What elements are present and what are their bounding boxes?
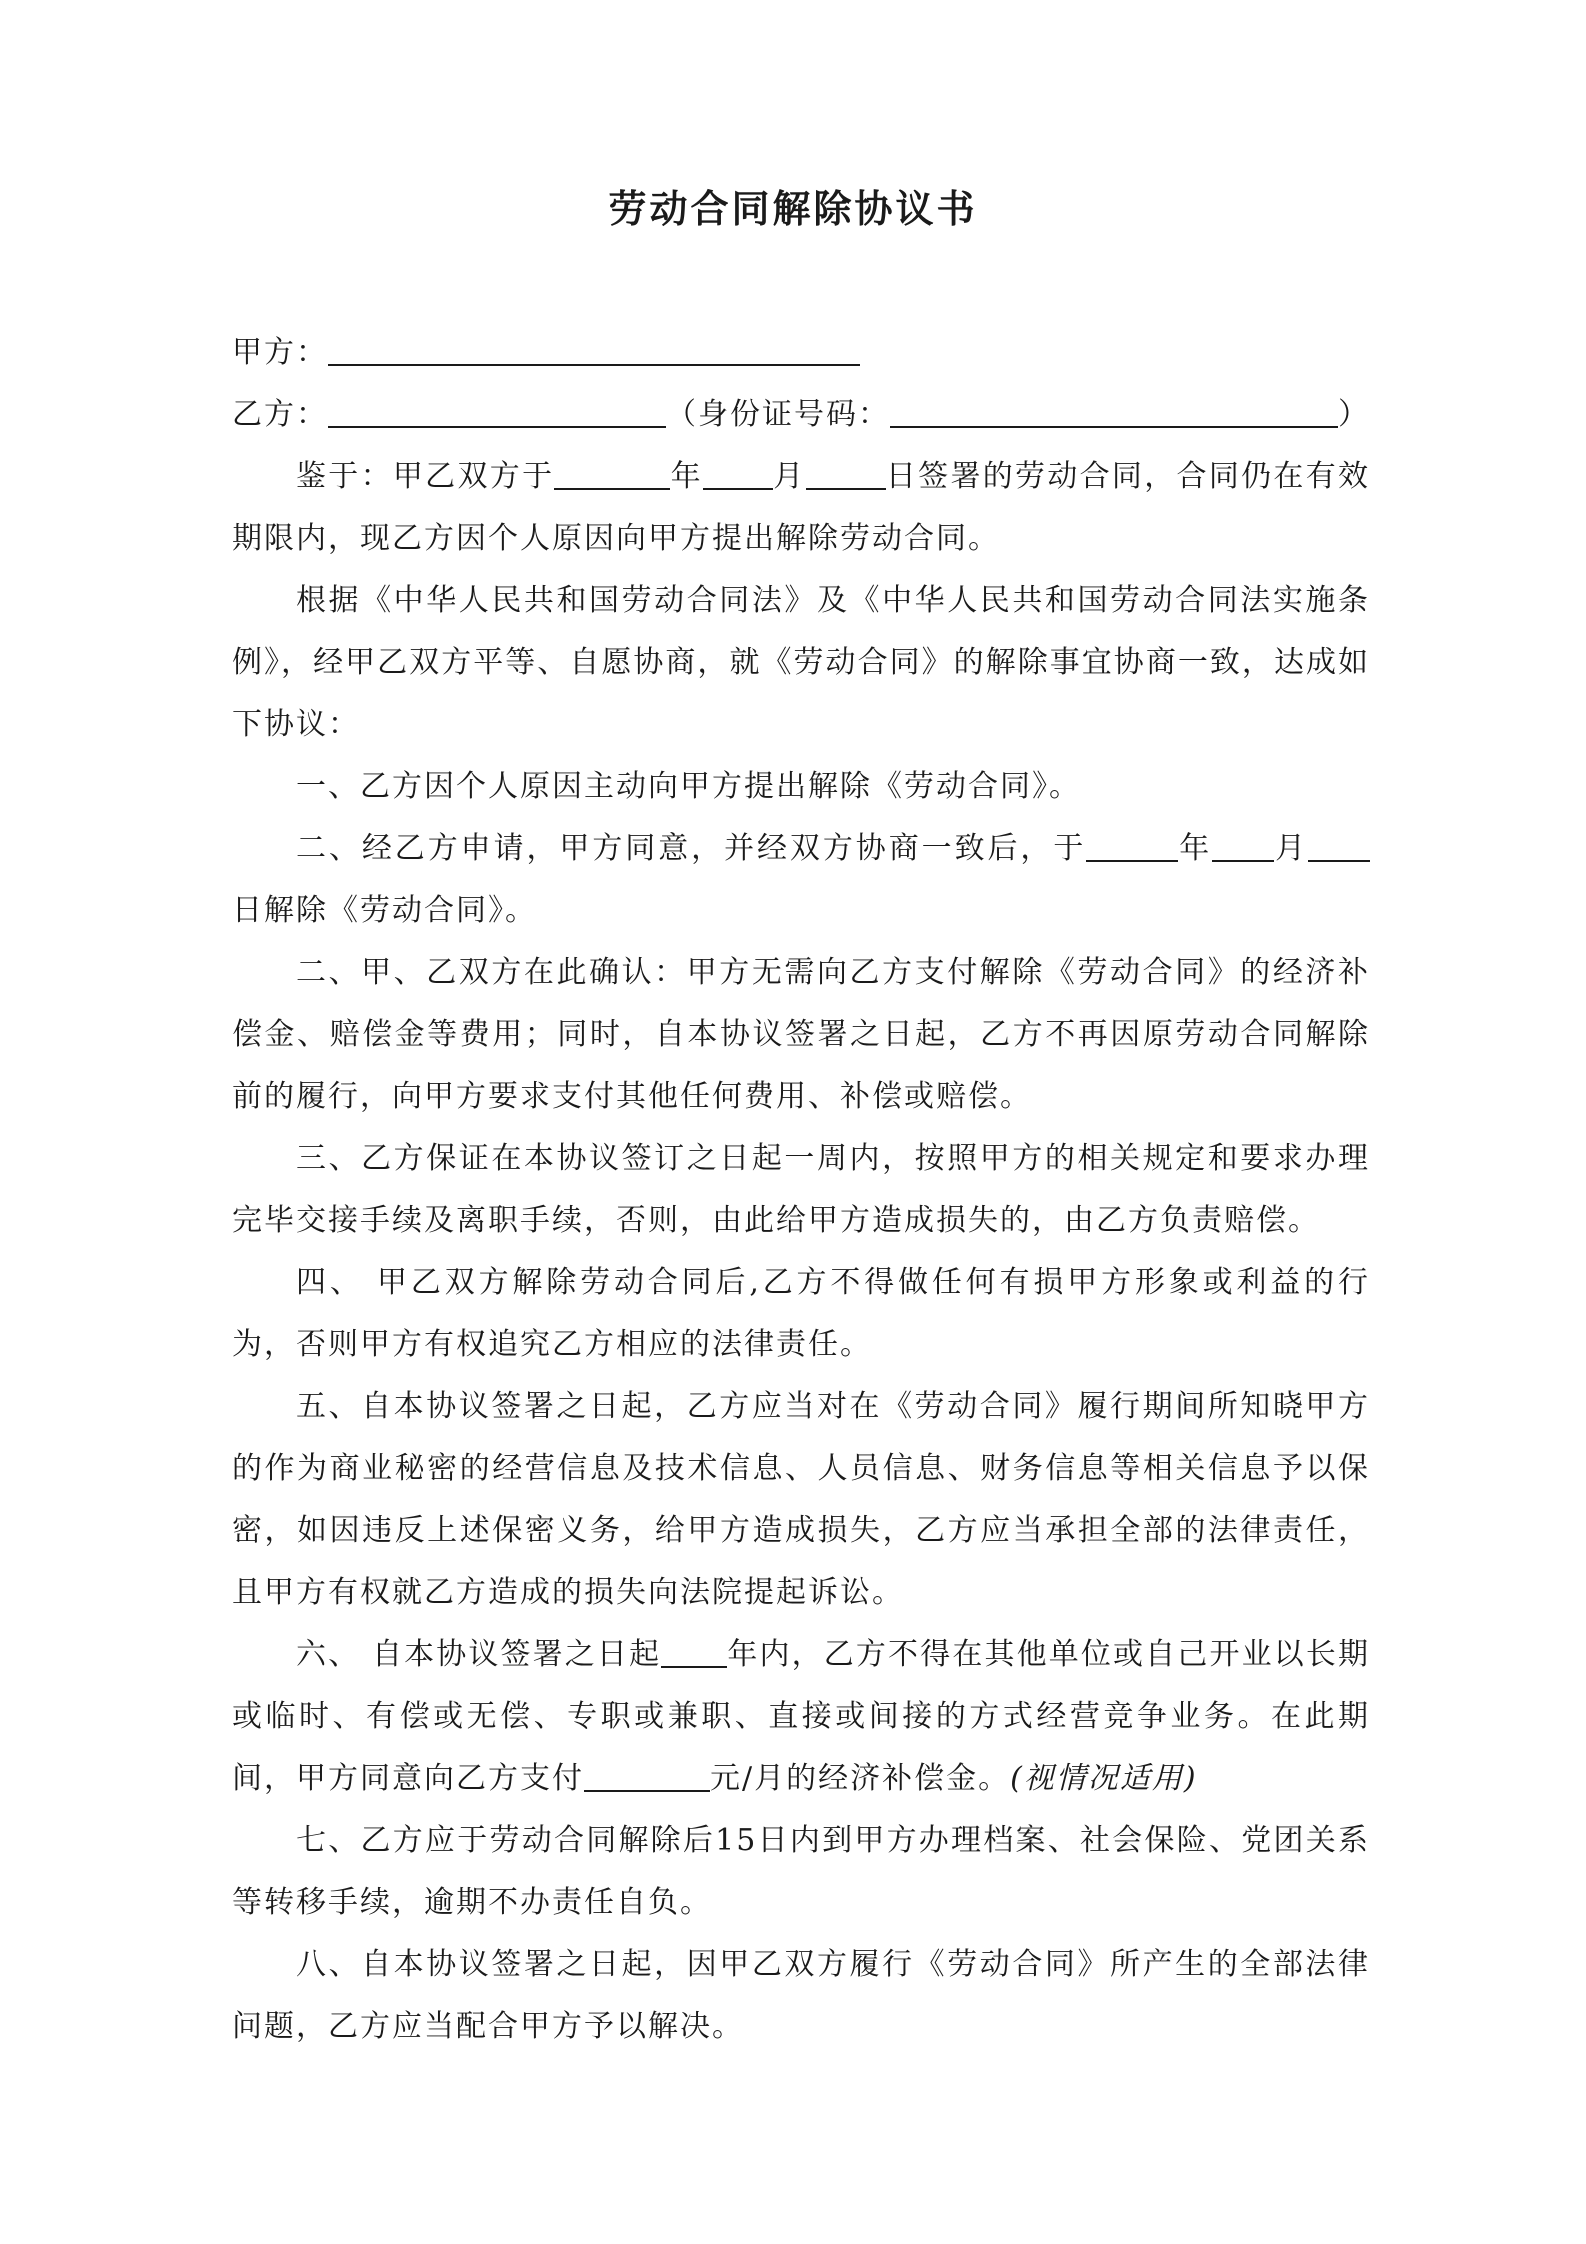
clause-2	[232, 818, 1370, 942]
termination-month-unit: 月	[1274, 831, 1309, 866]
party-b-label: 乙方：	[232, 397, 328, 432]
recital-text-b: 日签署的劳动合同，合同仍在有效期限内，现乙方因个人原因向甲方提出解除劳动合同。	[232, 459, 1371, 556]
party-a-label: 甲方：	[232, 335, 328, 370]
clause-1: 一、乙方因个人原因主动向甲方提出解除《劳动合同》。	[296, 769, 1081, 804]
document-body	[232, 322, 1370, 2058]
sign-year-unit: 年	[670, 459, 703, 494]
compensation-amount-blank[interactable]	[584, 1752, 710, 1792]
sign-month-blank[interactable]	[703, 450, 773, 490]
clause-7-text-b: 年内，乙方不得在其他单位或自己开业以长期或临时、有偿或无偿、专职或兼职、直接或间接的方式经营竞争业务。在此期间，甲方同意向乙方支付	[232, 1637, 1371, 1796]
clause-9: 八、自本协议签署之日起，因甲乙双方履行《劳动合同》所产生的全部法律问题，乙方应当配合甲方予以解决。	[232, 1947, 1370, 2044]
noncompete-years-blank[interactable]	[661, 1628, 727, 1668]
termination-day-unit: 日	[232, 893, 264, 928]
recital-paragraph-1	[232, 446, 1370, 570]
clause-4: 三、乙方保证在本协议签订之日起一周内，按照甲方的相关规定和要求办理完毕交接手续及离职手续，否则，由此给甲方造成损失的，由乙方负责赔偿。	[232, 1141, 1370, 1238]
sign-month-unit: 月	[772, 459, 806, 494]
clause-3: 二、甲、乙双方在此确认：甲方无需向乙方支付解除《劳动合同》的经济补偿金、赔偿金等费用；同时，自本协议签署之日起，乙方不再因原劳动合同解除前的履行，向甲方要求支付其他任何费用、补偿或赔偿。	[232, 955, 1370, 1114]
recital-paragraph-2: 根据《中华人民共和国劳动合同法》及《中华人民共和国劳动合同法实施条例》，经甲乙双方平等、自愿协商，就《劳动合同》的解除事宜协商一致，达成如下协议：	[232, 583, 1370, 742]
clause-8: 七、乙方应于劳动合同解除后15日内到甲方办理档案、社会保险、党团关系等转移手续，逾期不办责任自负。	[232, 1823, 1370, 1920]
termination-month-blank[interactable]	[1212, 822, 1274, 862]
clause-7	[232, 1624, 1370, 1810]
sign-year-blank[interactable]	[554, 450, 670, 490]
clause-7-note: (视情况适用)	[1010, 1761, 1198, 1796]
sign-day-blank[interactable]	[806, 450, 886, 490]
party-a-name-blank[interactable]	[328, 326, 860, 366]
document-title: 劳动合同解除协议书	[608, 186, 978, 231]
termination-day-blank[interactable]	[1308, 822, 1370, 862]
termination-year-blank[interactable]	[1086, 822, 1178, 862]
recital-text-a: 鉴于：甲乙双方于	[296, 459, 555, 494]
clause-2-text-a: 二、经乙方申请，甲方同意，并经双方协商一致后，于	[296, 831, 1087, 866]
clause-7-text-c: 元/月的经济补偿金。	[710, 1761, 1011, 1796]
party-b-id-label: （身份证号码：	[666, 397, 890, 432]
party-b-id-close: ）	[1338, 397, 1370, 432]
party-b-line	[232, 384, 1370, 446]
clause-6: 五、自本协议签署之日起，乙方应当对在《劳动合同》履行期间所知晓甲方的作为商业秘密的经营信息及技术信息、人员信息、财务信息等相关信息予以保密，如因违反上述保密义务，给甲方造成损失，乙方应当承担全部的法律责任，且甲方有权就乙方造成的损失向法院提起诉讼。	[232, 1389, 1370, 1610]
clause-7-text-a: 六、 自本协议签署之日起	[296, 1637, 662, 1672]
party-a-line	[232, 322, 1370, 384]
party-b-name-blank[interactable]	[328, 388, 666, 428]
clause-2-text-b: 解除《劳动合同》。	[264, 893, 537, 928]
clause-5: 四、 甲乙双方解除劳动合同后,乙方不得做任何有损甲方形象或利益的行为，否则甲方有权追究乙方相应的法律责任。	[232, 1265, 1370, 1362]
party-b-id-blank[interactable]	[890, 388, 1338, 428]
termination-year-unit: 年	[1178, 831, 1213, 866]
